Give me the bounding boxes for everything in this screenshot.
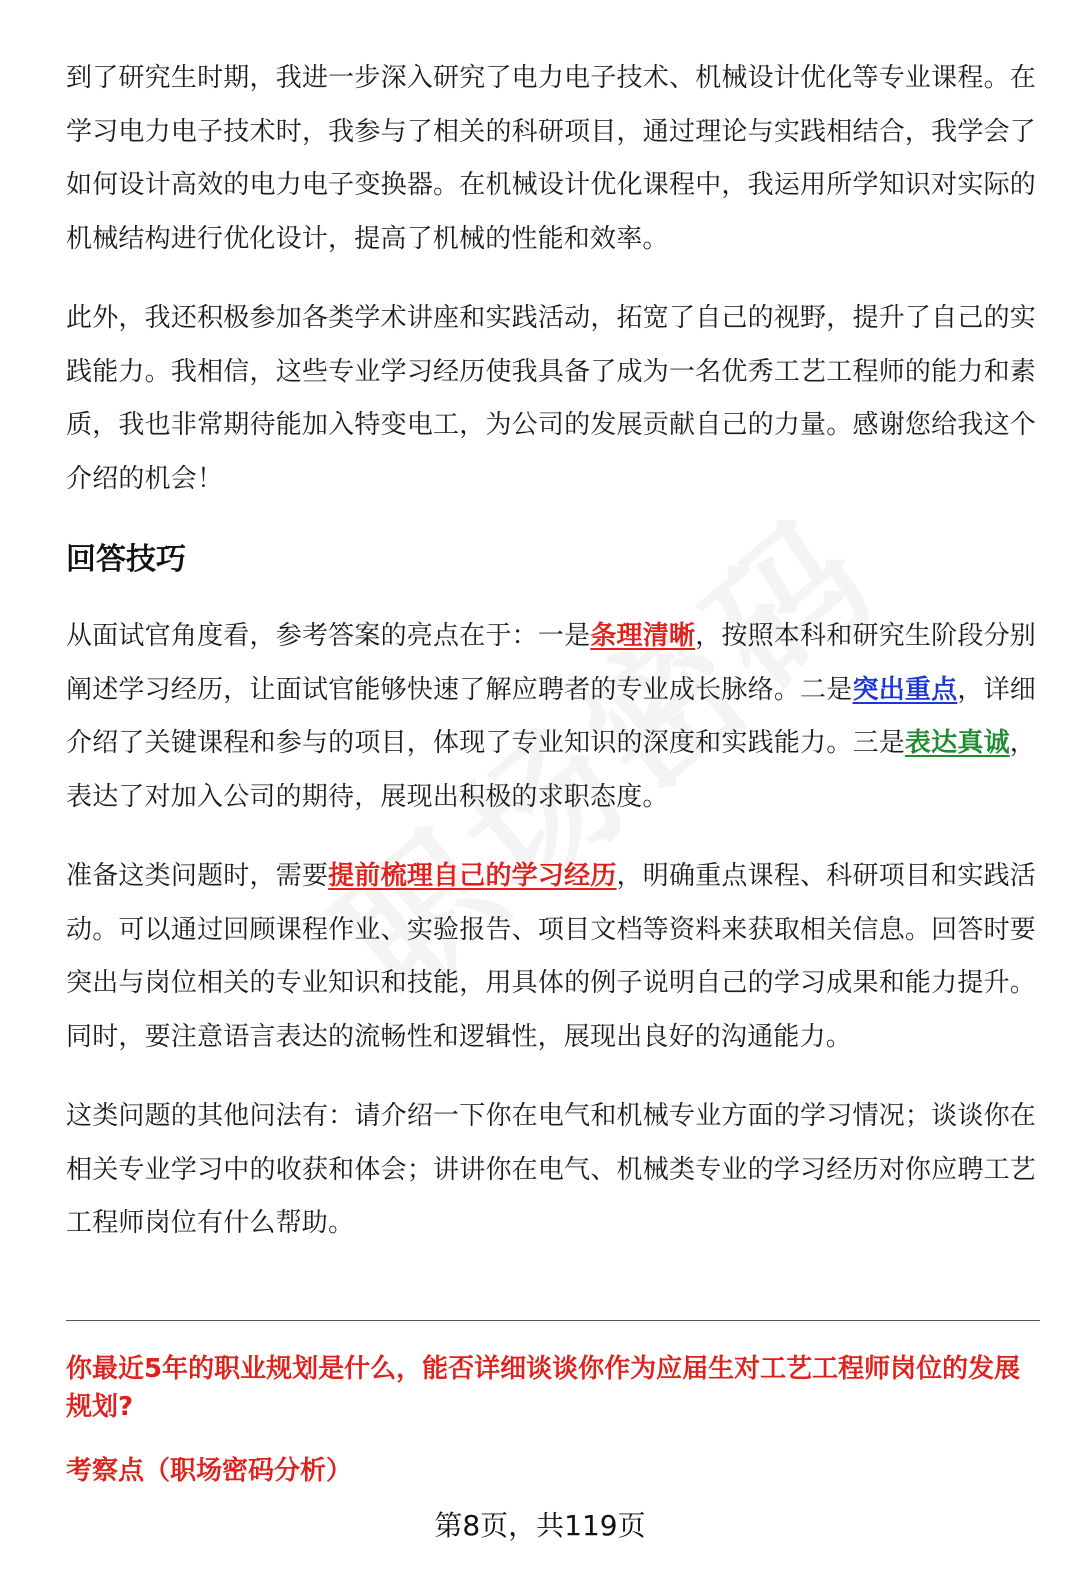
highlight-organize-experience: 提前梳理自己的学习经历 (328, 861, 617, 891)
section-divider (66, 1320, 1040, 1321)
text-segment: ，表达了对加入公司的期待，展现出积极的求职态度。 (66, 728, 1036, 812)
paragraph-preparation (66, 850, 1036, 1064)
paragraph-interviewer-view (66, 610, 1036, 824)
text-segment: 从面试官角度看，参考答案的亮点在于：一是 (66, 621, 591, 651)
highlight-key-points: 突出重点 (852, 674, 958, 705)
highlight-sincere-expression: 表达真诚 (904, 728, 1010, 758)
page-number: 第8页，共119页 (434, 1509, 646, 1542)
highlight-clear-structure: 条理清晰 (590, 621, 696, 651)
section-heading-answer-tips: 回答技巧 (66, 542, 186, 577)
text-segment: ，详细介绍了关键课程和参与的项目，体现了专业知识的深度和实践能力。三是 (66, 674, 1036, 758)
text-segment: 准备这类问题时，需要 (66, 861, 329, 891)
paragraph-graduate-study: 到了研究生时期，我进一步深入研究了电力电子技术、机械设计优化等专业课程。在学习电力电子技术时，我参与了相关的科研项目，通过理论与实践相结合，我学会了如何设计高效的电力电子变换器。在机械设计优化课程中，我运用所学知识对实际的机械结构进行优化设计，提高了机械的性能和效率。 (66, 63, 1036, 254)
text-segment: ，按照本科和研究生阶段分别阐述学习经历，让面试官能够快速了解应聘者的专业成长脉络。二是 (66, 621, 1036, 705)
text-segment: ，明确重点课程、科研项目和实践活动。可以通过回顾课程作业、实验报告、项目文档等资料来获取相关信息。回答时要突出与岗位相关的专业知识和技能，用具体的例子说明自己的学习成果和能力提升。同时，要注意语言表达的流畅性和逻辑性，展现出良好的沟通能力。 (66, 861, 1037, 1052)
paragraph-alternative-questions: 这类问题的其他问法有：请介绍一下你在电气和机械专业方面的学习情况；谈谈你在相关专业学习中的收获和体会；讲讲你在电气、机械类专业的学习经历对你应聘工艺工程师岗位有什么帮助。 (66, 1101, 1036, 1238)
paragraph-closing: 此外，我还积极参加各类学术讲座和实践活动，拓宽了自己的视野，提升了自己的实践能力。我相信，这些专业学习经历使我具备了成为一名优秀工艺工程师的能力和素质，我也非常期待能加入特变电工，为公司的发展贡献自己的力量。感谢您给我这个介绍的机会！ (66, 303, 1036, 494)
next-question-title: 你最近5年的职业规划是什么，能否详细谈谈你作为应届生对工艺工程师岗位的发展规划? (66, 1354, 1021, 1422)
document-body (66, 52, 1036, 1277)
next-question-subheading: 考察点（职场密码分析） (66, 1456, 353, 1486)
